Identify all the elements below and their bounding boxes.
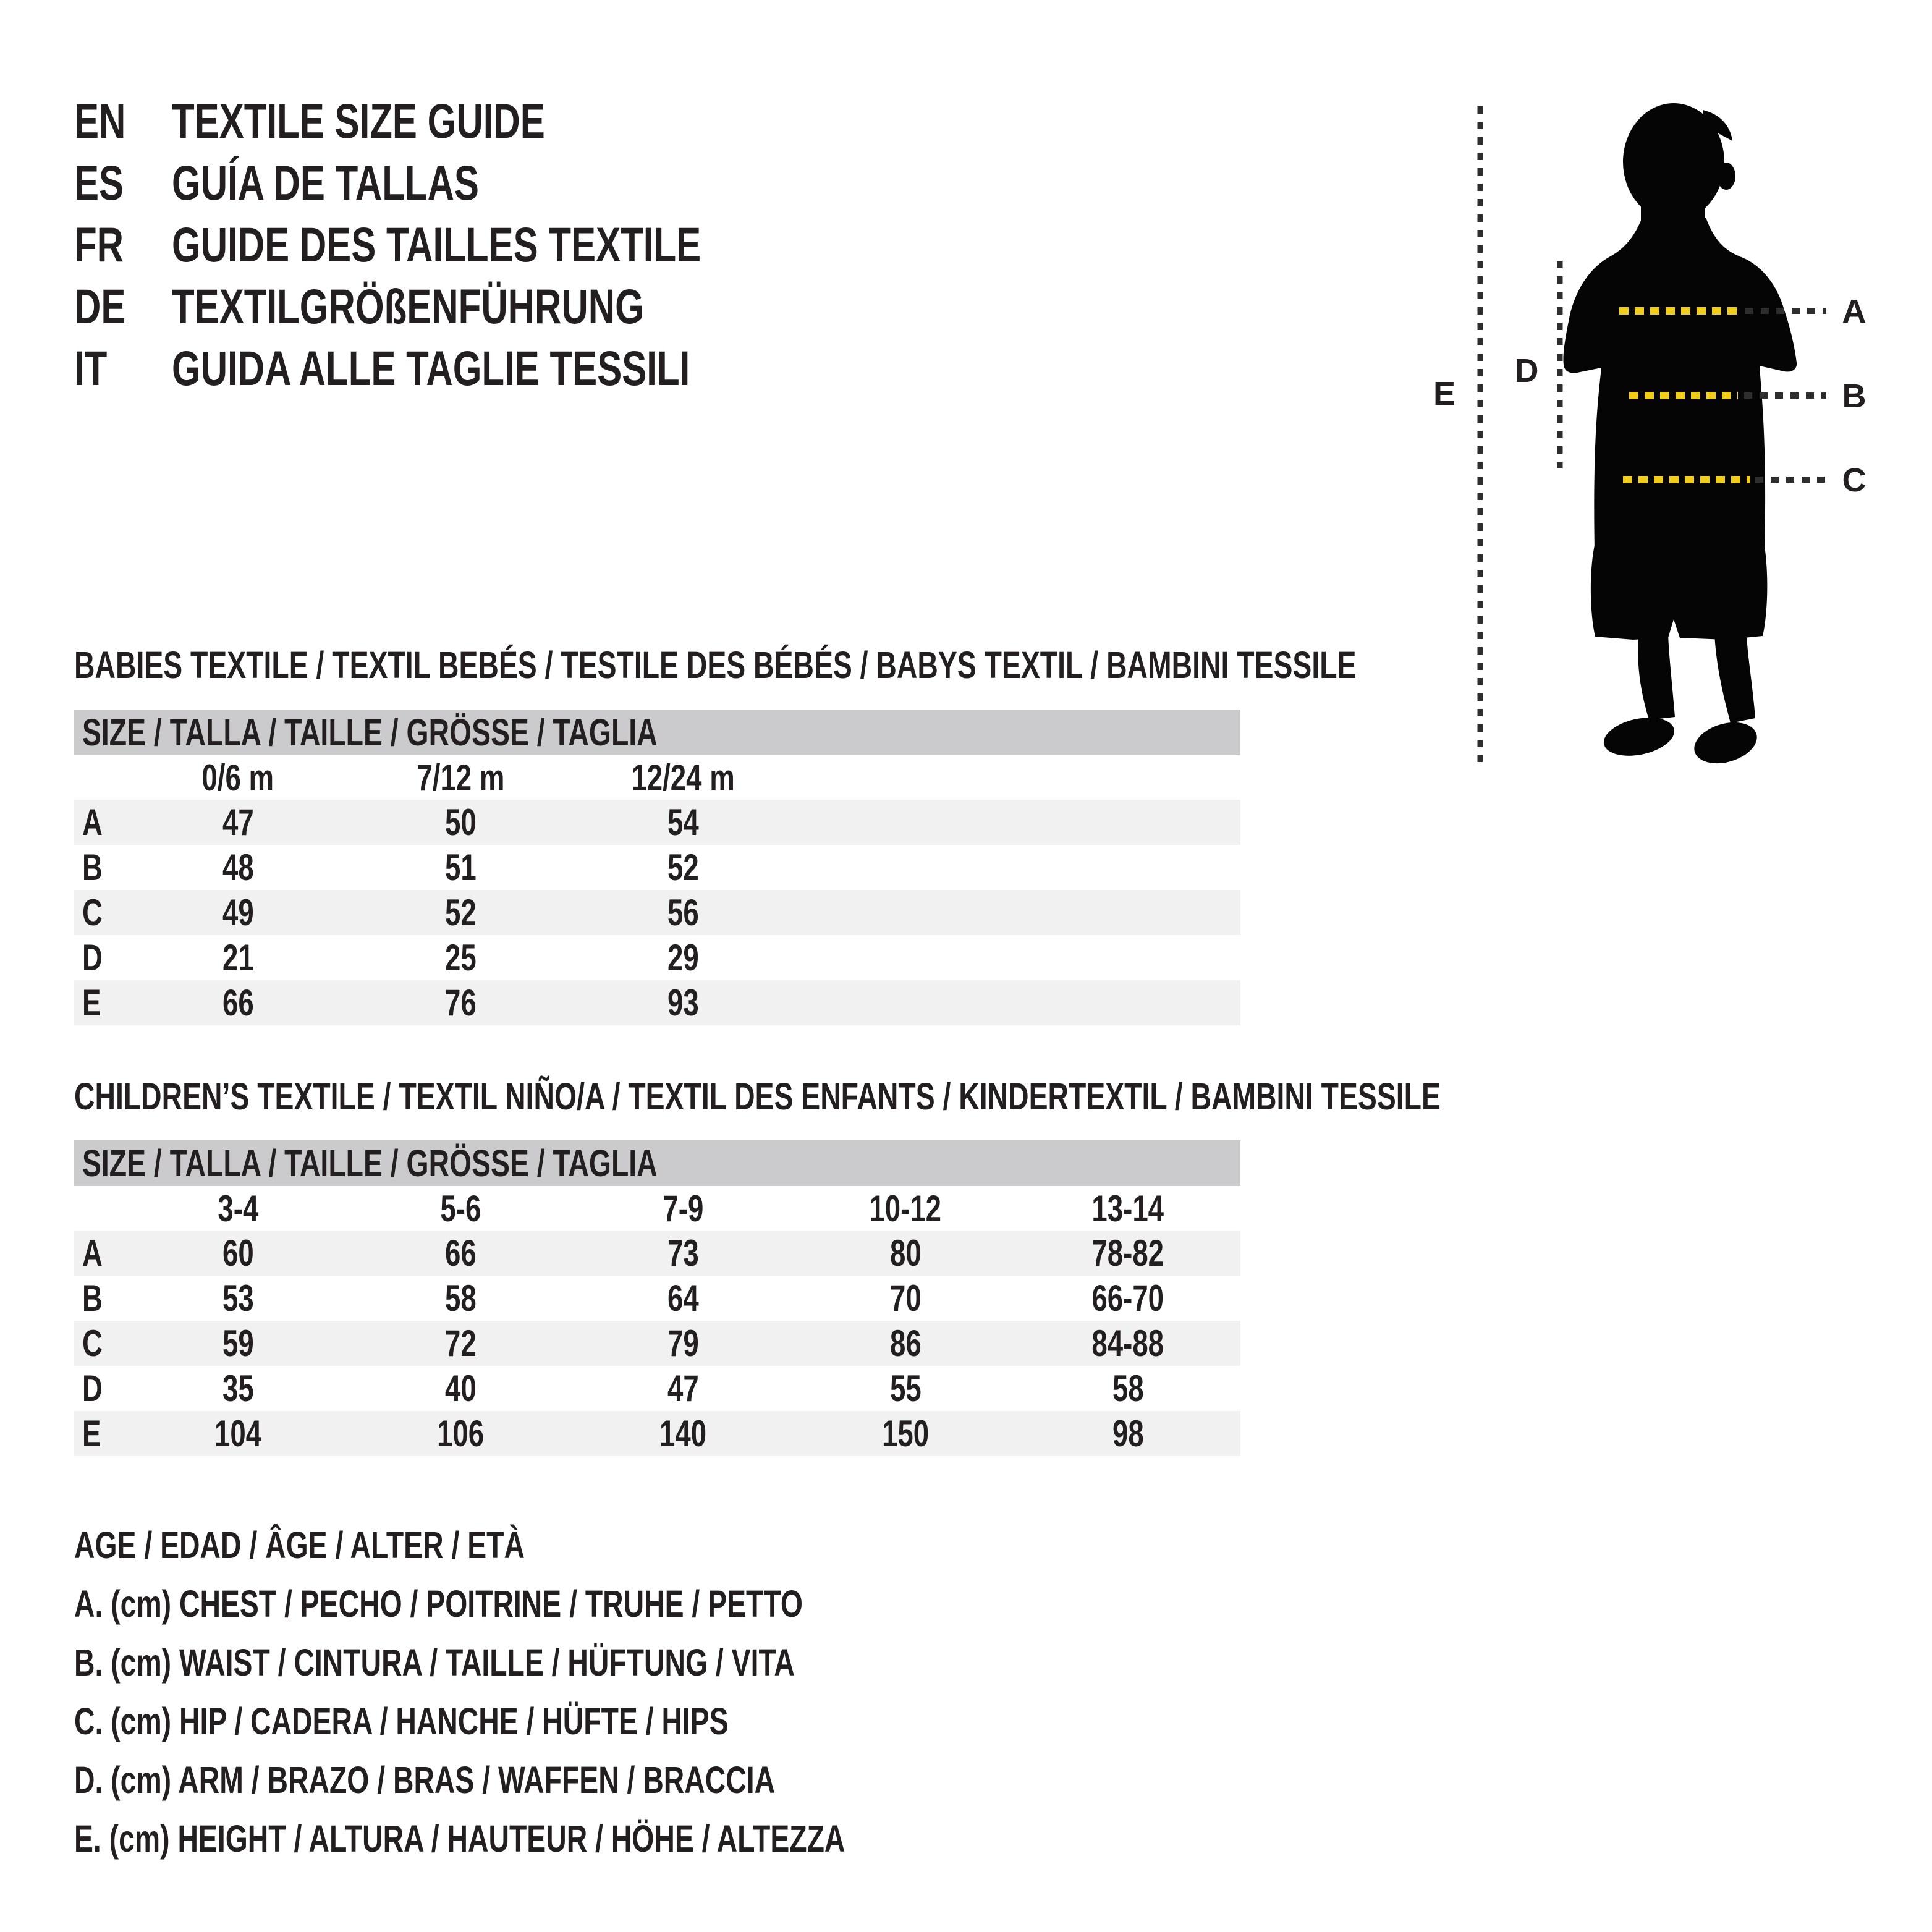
legend-text: A. (cm) CHEST / PECHO / POITRINE / TRUHE / PETTO bbox=[74, 1582, 803, 1625]
value-cell bbox=[794, 1277, 1017, 1320]
silhouette-shirt bbox=[1563, 218, 1797, 550]
table-row-e bbox=[74, 980, 1240, 1025]
column-header-text: 7/12 m bbox=[417, 756, 504, 799]
value-text: 106 bbox=[436, 1413, 485, 1454]
column-header-text: 12/24 m bbox=[631, 756, 735, 799]
value-text: 72 bbox=[444, 1323, 477, 1364]
legend-line-age bbox=[74, 1515, 1088, 1574]
value-cell bbox=[1017, 1232, 1239, 1274]
value-text: 80 bbox=[889, 1232, 922, 1274]
value-cell bbox=[349, 1232, 572, 1274]
row-label-text: C bbox=[82, 1323, 103, 1364]
value-cell bbox=[349, 846, 572, 889]
column-header bbox=[1017, 1187, 1239, 1230]
value-cell bbox=[1017, 1322, 1239, 1365]
row-label bbox=[74, 936, 127, 979]
guide-title bbox=[172, 152, 576, 214]
row-label bbox=[74, 981, 127, 1024]
value-cell bbox=[127, 1412, 349, 1455]
value-text: 21 bbox=[222, 937, 254, 978]
value-text: 48 bbox=[222, 847, 254, 888]
table-row-b bbox=[74, 845, 1240, 890]
value-text: 66-70 bbox=[1091, 1277, 1164, 1319]
value-text: 64 bbox=[667, 1277, 699, 1319]
children-column-header-row bbox=[74, 1186, 1240, 1231]
column-header-text: 5-6 bbox=[440, 1187, 481, 1229]
guide-title bbox=[172, 276, 793, 337]
table-row-c bbox=[74, 1321, 1240, 1366]
table-row-d bbox=[74, 935, 1240, 980]
row-label bbox=[74, 1232, 127, 1274]
row-label bbox=[74, 1367, 127, 1410]
value-text: 25 bbox=[444, 937, 477, 978]
value-cell bbox=[127, 846, 349, 889]
measure-label-b: B bbox=[1842, 378, 1866, 415]
row-label bbox=[74, 801, 127, 844]
column-header bbox=[572, 756, 794, 799]
language-code bbox=[74, 337, 172, 399]
column-header bbox=[349, 756, 572, 799]
value-cell bbox=[572, 981, 794, 1024]
measure-label-c: C bbox=[1842, 462, 1866, 499]
language-code bbox=[74, 214, 172, 276]
value-cell bbox=[127, 1322, 349, 1365]
value-text: 86 bbox=[889, 1323, 922, 1364]
babies-section-heading bbox=[74, 645, 1761, 685]
column-header-text: 3-4 bbox=[218, 1187, 258, 1229]
language-code-text: DE bbox=[74, 279, 126, 334]
value-text: 35 bbox=[222, 1368, 254, 1409]
children-section-heading bbox=[74, 1077, 1872, 1116]
value-text: 49 bbox=[222, 892, 254, 933]
column-header bbox=[349, 1187, 572, 1230]
value-cell bbox=[127, 891, 349, 934]
language-code-text: FR bbox=[74, 217, 124, 272]
table-row-c bbox=[74, 890, 1240, 935]
language-code-text: IT bbox=[74, 341, 108, 396]
value-text: 54 bbox=[667, 802, 699, 843]
legend-line-hip bbox=[74, 1692, 1088, 1750]
column-header-text: 0/6 m bbox=[201, 756, 274, 799]
row-label bbox=[74, 891, 127, 934]
measure-label-e: E bbox=[1433, 375, 1456, 412]
value-cell bbox=[1017, 1277, 1239, 1320]
guide-title-text: TEXTILGRÖßENFÜHRUNG bbox=[172, 279, 644, 334]
value-cell bbox=[794, 1322, 1017, 1365]
value-cell bbox=[572, 801, 794, 844]
value-text: 78-82 bbox=[1091, 1232, 1164, 1274]
babies-heading-text: BABIES TEXTILE / TEXTIL BEBÉS / TESTILE DES BÉBÉS / BABYS TEXTIL / BAMBINI TESSILE bbox=[74, 644, 1357, 686]
value-cell bbox=[349, 1322, 572, 1365]
column-header bbox=[127, 1187, 349, 1230]
guide-title-text: GUIDE DES TAILLES TEXTILE bbox=[172, 217, 701, 272]
value-text: 55 bbox=[889, 1368, 922, 1409]
value-cell bbox=[127, 1367, 349, 1410]
measure-label-a: A bbox=[1842, 293, 1866, 330]
guide-title-text: TEXTILE SIZE GUIDE bbox=[172, 93, 545, 148]
language-code bbox=[74, 152, 172, 214]
language-row-fr bbox=[74, 214, 868, 276]
row-label bbox=[74, 1322, 127, 1365]
language-row-es bbox=[74, 152, 868, 214]
column-header-text: 7-9 bbox=[663, 1187, 703, 1229]
babies-size-bar bbox=[74, 710, 1240, 755]
measurement-legend bbox=[74, 1515, 1088, 1868]
legend-text: E. (cm) HEIGHT / ALTURA / HAUTEUR / HÖHE / ALTEZZA bbox=[74, 1817, 845, 1860]
silhouette-shorts bbox=[1591, 543, 1768, 640]
value-cell bbox=[572, 891, 794, 934]
value-cell bbox=[794, 1232, 1017, 1274]
table-row-d bbox=[74, 1366, 1240, 1411]
row-label bbox=[74, 1412, 127, 1455]
value-cell bbox=[1017, 1412, 1239, 1455]
table-row-e bbox=[74, 1411, 1240, 1456]
value-text: 50 bbox=[444, 802, 477, 843]
legend-line-arm bbox=[74, 1750, 1088, 1809]
language-row-it bbox=[74, 337, 868, 399]
legend-text: D. (cm) ARM / BRAZO / BRAS / WAFFEN / BRACCIA bbox=[74, 1758, 776, 1801]
language-code bbox=[74, 276, 172, 337]
table-row-a bbox=[74, 800, 1240, 845]
value-cell bbox=[349, 801, 572, 844]
value-cell bbox=[794, 1367, 1017, 1410]
silhouette-right-shoe bbox=[1689, 716, 1761, 770]
value-text: 56 bbox=[667, 892, 699, 933]
legend-line-chest bbox=[74, 1574, 1088, 1633]
value-cell bbox=[349, 1412, 572, 1455]
children-size-table bbox=[74, 1186, 1240, 1456]
value-cell bbox=[572, 936, 794, 979]
value-cell bbox=[349, 981, 572, 1024]
language-code bbox=[74, 90, 172, 152]
value-cell bbox=[572, 1322, 794, 1365]
value-cell bbox=[349, 1277, 572, 1320]
value-cell bbox=[349, 936, 572, 979]
value-cell bbox=[127, 1277, 349, 1320]
value-cell bbox=[572, 1232, 794, 1274]
language-row-en bbox=[74, 90, 868, 152]
language-row-de bbox=[74, 276, 868, 337]
value-cell bbox=[349, 1367, 572, 1410]
value-text: 60 bbox=[222, 1232, 254, 1274]
value-text: 47 bbox=[667, 1368, 699, 1409]
legend-text: B. (cm) WAIST / CINTURA / TAILLE / HÜFTUNG / VITA bbox=[74, 1641, 795, 1684]
guide-title-text: GUIDA ALLE TAGLIE TESSILI bbox=[172, 341, 690, 396]
value-cell bbox=[572, 1277, 794, 1320]
legend-line-waist bbox=[74, 1633, 1088, 1692]
value-text: 59 bbox=[222, 1323, 254, 1364]
value-text: 58 bbox=[1112, 1368, 1144, 1409]
value-text: 140 bbox=[659, 1413, 707, 1454]
value-cell bbox=[1017, 1367, 1239, 1410]
value-text: 73 bbox=[667, 1232, 699, 1274]
value-text: 98 bbox=[1112, 1413, 1144, 1454]
value-text: 58 bbox=[444, 1277, 477, 1319]
column-header bbox=[794, 1187, 1017, 1230]
value-text: 53 bbox=[222, 1277, 254, 1319]
children-heading-text: CHILDREN’S TEXTILE / TEXTIL NIÑO/A / TEXTIL DES ENFANTS / KINDERTEXTIL / BAMBINI TESSILE bbox=[74, 1075, 1441, 1117]
row-label-text: E bbox=[82, 1413, 101, 1454]
guide-title bbox=[172, 214, 868, 276]
value-cell bbox=[572, 1412, 794, 1455]
row-label bbox=[74, 846, 127, 889]
children-size-bar-text: SIZE / TALLA / TAILLE / GRÖSSE / TAGLIA bbox=[82, 1142, 658, 1184]
silhouette-left-shoe bbox=[1600, 712, 1678, 762]
language-title-list bbox=[74, 90, 868, 399]
language-code-text: EN bbox=[74, 93, 126, 148]
value-text: 66 bbox=[222, 982, 254, 1023]
legend-line-height bbox=[74, 1809, 1088, 1868]
column-header bbox=[127, 756, 349, 799]
value-cell bbox=[127, 1232, 349, 1274]
babies-column-header-row bbox=[74, 755, 1240, 800]
language-code-text: ES bbox=[74, 155, 124, 210]
value-text: 40 bbox=[444, 1368, 477, 1409]
value-text: 76 bbox=[444, 982, 477, 1023]
guide-title bbox=[172, 90, 663, 152]
children-size-bar bbox=[74, 1140, 1240, 1186]
value-cell bbox=[572, 846, 794, 889]
legend-text: C. (cm) HIP / CADERA / HANCHE / HÜFTE / HIPS bbox=[74, 1700, 729, 1742]
row-label-text: E bbox=[82, 982, 101, 1023]
column-header bbox=[572, 1187, 794, 1230]
row-label-text: B bbox=[82, 1277, 103, 1319]
row-label bbox=[74, 1277, 127, 1320]
silhouette-ear bbox=[1717, 163, 1735, 190]
guide-title bbox=[172, 337, 854, 399]
legend-text: AGE / EDAD / ÂGE / ALTER / ETÀ bbox=[74, 1523, 525, 1566]
value-cell bbox=[127, 936, 349, 979]
value-cell bbox=[127, 801, 349, 844]
babies-size-bar-text: SIZE / TALLA / TAILLE / GRÖSSE / TAGLIA bbox=[82, 711, 658, 753]
value-text: 104 bbox=[214, 1413, 262, 1454]
column-header-text: 13-14 bbox=[1091, 1187, 1164, 1229]
value-cell bbox=[127, 981, 349, 1024]
value-text: 66 bbox=[444, 1232, 477, 1274]
row-label-text: D bbox=[82, 1368, 103, 1409]
table-row-a bbox=[74, 1231, 1240, 1276]
table-row-b bbox=[74, 1276, 1240, 1321]
value-cell bbox=[794, 1412, 1017, 1455]
row-label-text: A bbox=[82, 802, 103, 843]
value-text: 79 bbox=[667, 1323, 699, 1364]
row-label-text: D bbox=[82, 937, 103, 978]
value-text: 52 bbox=[667, 847, 699, 888]
value-text: 84-88 bbox=[1091, 1323, 1164, 1364]
row-label-text: B bbox=[82, 847, 103, 888]
value-text: 70 bbox=[889, 1277, 922, 1319]
row-label-text: A bbox=[82, 1232, 103, 1274]
column-header-text: 10-12 bbox=[869, 1187, 942, 1229]
value-text: 47 bbox=[222, 802, 254, 843]
value-cell bbox=[572, 1367, 794, 1410]
row-label-text: C bbox=[82, 892, 103, 933]
value-text: 52 bbox=[444, 892, 477, 933]
value-text: 93 bbox=[667, 982, 699, 1023]
value-text: 150 bbox=[881, 1413, 930, 1454]
babies-size-table bbox=[74, 755, 1240, 1025]
value-text: 51 bbox=[444, 847, 477, 888]
measure-label-d: D bbox=[1514, 352, 1539, 389]
guide-title-text: GUÍA DE TALLAS bbox=[172, 155, 479, 210]
value-text: 29 bbox=[667, 937, 699, 978]
value-cell bbox=[349, 891, 572, 934]
